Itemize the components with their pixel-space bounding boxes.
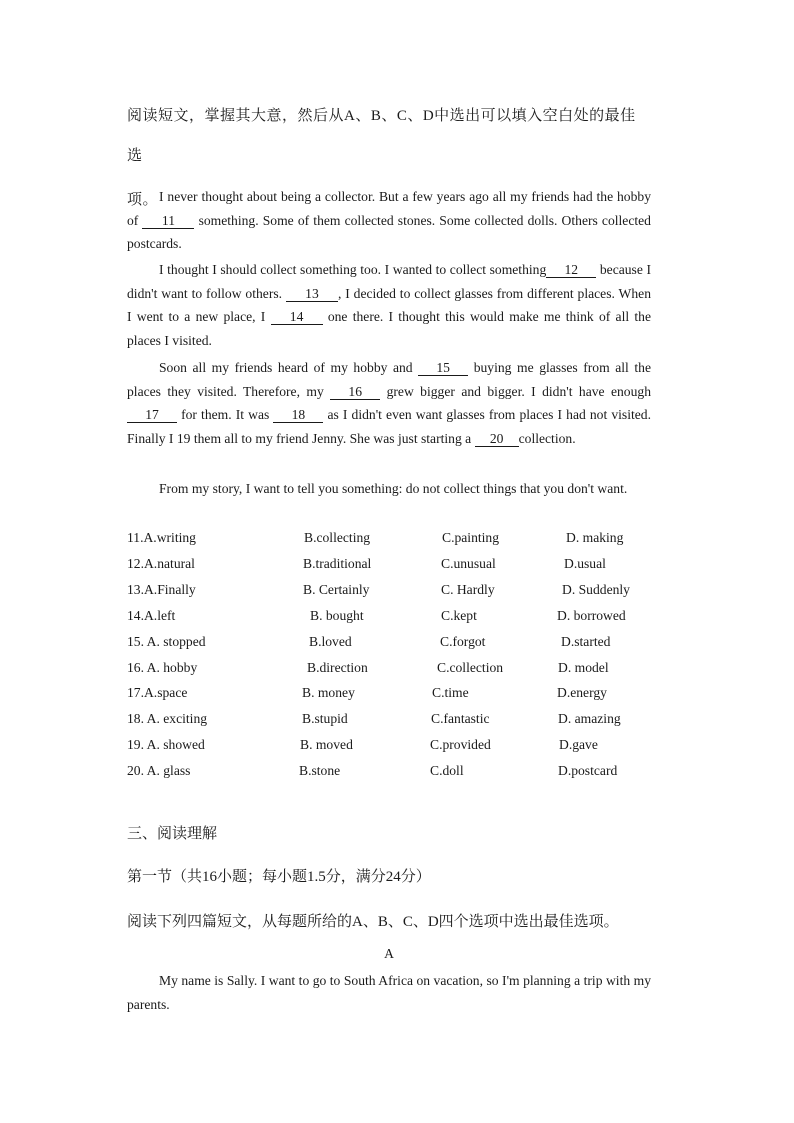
option-16-b: B.direction: [307, 660, 368, 675]
blank-18: 18: [273, 407, 323, 423]
option-15-b: B.loved: [309, 634, 352, 649]
option-17-c: C.time: [432, 685, 469, 700]
option-12-a: 12.A.natural: [127, 556, 195, 571]
options-row-13: [127, 582, 667, 604]
option-15-a: 15. A. stopped: [127, 634, 206, 649]
option-20-a: 20. A. glass: [127, 763, 191, 778]
instruction-line-1: 阅读短文，掌握其大意，然后从A、B、C、D中选出可以填入空白处的最佳选: [127, 108, 636, 164]
options-row-14: [127, 608, 667, 630]
option-12-c: C.unusual: [441, 556, 496, 571]
option-20-b: B.stone: [299, 763, 341, 778]
option-18-c: C.fantastic: [431, 711, 490, 726]
instruction-line-2: 项。: [127, 192, 159, 208]
option-15-c: C.forgot: [440, 634, 486, 649]
passage-a-label: A: [384, 946, 394, 961]
option-20-c: C.doll: [430, 763, 464, 778]
option-16-a: 16. A. hobby: [127, 660, 198, 675]
option-12-d: D.usual: [564, 556, 606, 571]
blank-13: 13: [286, 286, 338, 302]
section-3-part-heading: 第一节（共16小题；每小题1.5分，满分24分）: [127, 869, 431, 885]
option-11-d: D. making: [566, 530, 624, 545]
option-18-a: 18. A. exciting: [127, 711, 208, 726]
passage-a-paragraph-1: My name is Sally. I want to go to South Africa on vacation, so I'm planning a trip with my parents.: [127, 973, 651, 1012]
passage-paragraph-2: I thought I should collect something too. I wanted to collect something 12 because I didn't want to follow others. 13 , I decided to collect glasses from different places. When I went to a new place, I 14 one there. I thought this would make me think of all the places I visited.: [127, 262, 652, 348]
section-3-title: 三、阅读理解: [127, 826, 218, 842]
options-row-17: [127, 685, 667, 707]
option-14-c: C.kept: [441, 608, 477, 623]
blank-11: 11: [142, 213, 194, 229]
option-17-d: D.energy: [557, 685, 607, 700]
option-16-c: C.collection: [437, 660, 504, 675]
option-15-d: D.started: [561, 634, 611, 649]
options-row-20: [127, 763, 667, 785]
passage-paragraph-1: I never thought about being a collector. But a few years ago all my friends had the hobby of 11 something. Some of them collected stones. Some collected dolls. Others collected postcards.: [127, 189, 651, 251]
option-20-d: D.postcard: [558, 763, 618, 778]
option-18-b: B.stupid: [302, 711, 348, 726]
blank-16: 16: [330, 384, 380, 400]
blank-17: 17: [127, 407, 177, 423]
option-19-d: D.gave: [559, 737, 598, 752]
options-row-11: [127, 530, 667, 552]
options-row-16: [127, 660, 667, 682]
option-17-a: 17.A.space: [127, 685, 188, 700]
blank-15: 15: [418, 360, 468, 376]
option-13-a: 13.A.Finally: [127, 582, 196, 597]
option-11-a: 11.A.writing: [127, 530, 196, 545]
options-row-15: [127, 634, 667, 656]
blank-20: 20: [475, 431, 519, 447]
option-13-b: B. Certainly: [303, 582, 370, 597]
option-17-b: B. money: [302, 685, 355, 700]
option-14-b: B. bought: [310, 608, 364, 623]
option-13-c: C. Hardly: [441, 582, 495, 597]
blank-12: 12: [546, 262, 596, 278]
option-11-b: B.collecting: [304, 530, 371, 545]
options-row-18: [127, 711, 667, 733]
option-16-d: D. model: [558, 660, 609, 675]
section-3-instruction: 阅读下列四篇短文，从每题所给的A、B、C、D四个选项中选出最佳选项。: [127, 914, 619, 930]
option-19-c: C.provided: [430, 737, 491, 752]
options-row-19: [127, 737, 667, 759]
option-13-d: D. Suddenly: [562, 582, 630, 597]
option-12-b: B.traditional: [303, 556, 372, 571]
option-19-a: 19. A. showed: [127, 737, 205, 752]
option-14-a: 14.A.left: [127, 608, 176, 623]
option-19-b: B. moved: [300, 737, 353, 752]
options-row-12: [127, 556, 667, 578]
passage-paragraph-3: Soon all my friends heard of my hobby and 15 buying me glasses from all the places they visited. Therefore, my 16 grew bigger and bigger. I didn't have enough17 for them. It was 18 as I didn't even want glasses from places I had not visited. Finally I 19 them all to my friend Jenny. She was just starting a 20 collection.: [127, 360, 651, 446]
option-18-d: D. amazing: [558, 711, 621, 726]
blank-14: 14: [271, 309, 323, 325]
option-14-d: D. borrowed: [557, 608, 626, 623]
passage-paragraph-4: From my story, I want to tell you something: do not collect things that you don't want.: [159, 481, 628, 496]
option-11-c: C.painting: [442, 530, 500, 545]
